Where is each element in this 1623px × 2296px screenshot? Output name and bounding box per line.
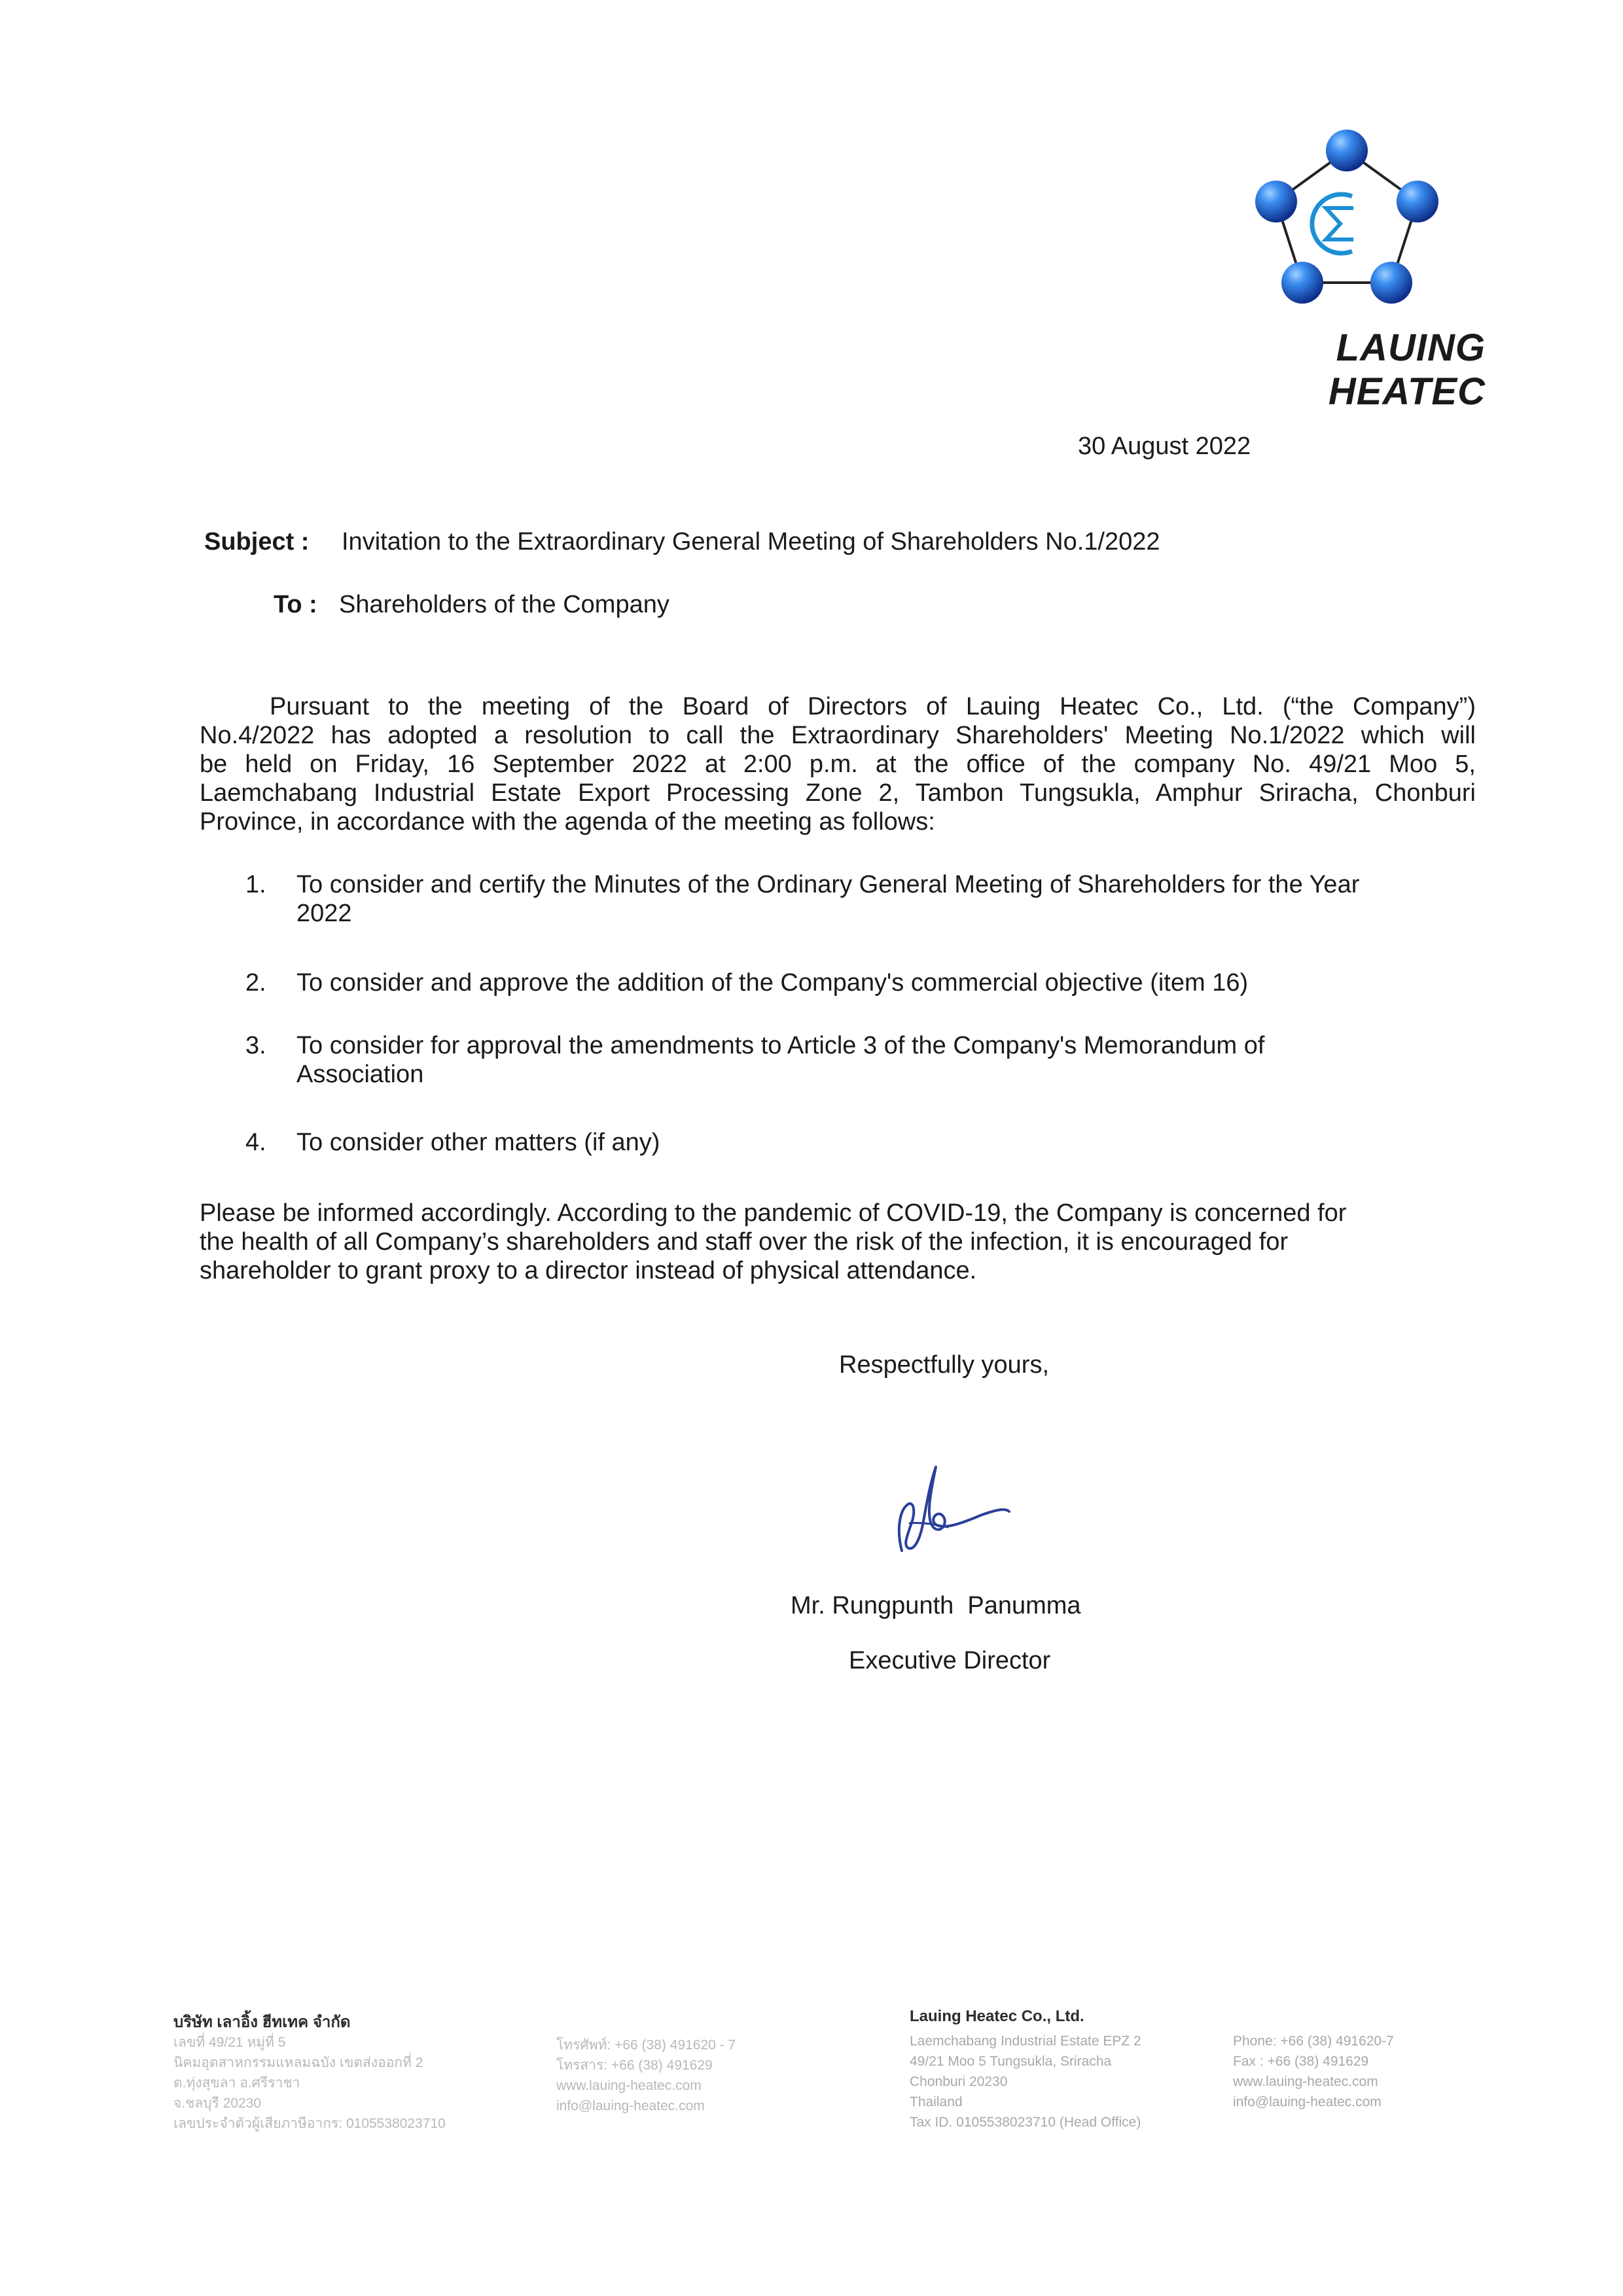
agenda-number: 2. bbox=[245, 969, 266, 997]
footer-line: Chonburi 20230 bbox=[910, 2074, 1008, 2089]
paragraph-line: Province, in accordance with the agenda of the meeting as follows: bbox=[200, 808, 935, 836]
footer-line: เลขประจำตัวผู้เสียภาษีอากร: 0105538023710 bbox=[173, 2116, 446, 2131]
valediction: Respectfully yours, bbox=[839, 1351, 1050, 1379]
agenda-number: 4. bbox=[245, 1129, 266, 1156]
footer-line: จ.ชลบุรี 20230 bbox=[173, 2096, 262, 2111]
agenda-item-line: To consider other matters (if any) bbox=[296, 1129, 660, 1156]
agenda-item bbox=[296, 870, 1474, 928]
agenda-number: 3. bbox=[245, 1032, 266, 1059]
footer-line: โทรสาร: +66 (38) 491629 bbox=[556, 2058, 713, 2073]
agenda-item-line: To consider and certify the Minutes of the Ordinary General Meeting of Shareholders for the Year bbox=[296, 871, 1360, 898]
footer-website-link[interactable]: www.lauing-heatec.com bbox=[1233, 2074, 1378, 2089]
footer-company-name-thai: บริษัท เลาอิ้ง ฮีทเทค จำกัด bbox=[173, 2013, 351, 2031]
footer-line: Phone: +66 (38) 491620-7 bbox=[1233, 2034, 1394, 2049]
signer-title: Executive Director bbox=[849, 1647, 1051, 1674]
agenda-item-line: 2022 bbox=[296, 900, 352, 927]
footer-line: 49/21 Moo 5 Tungsukla, Sriracha bbox=[910, 2054, 1112, 2069]
logo-sphere bbox=[1255, 181, 1297, 222]
footer-line: โทรศัพท์: +66 (38) 491620 - 7 bbox=[556, 2038, 736, 2053]
footer-address-english bbox=[910, 2031, 1141, 2132]
sigma-mark bbox=[1312, 194, 1353, 253]
agenda-item-line: To consider and approve the addition of the Company's commercial objective (item 16) bbox=[296, 969, 1249, 997]
agenda-number: 1. bbox=[245, 871, 266, 898]
closing-paragraph bbox=[200, 1199, 1482, 1285]
closing-line: the health of all Company’s shareholders and staff over the risk of the infection, it is encouraged for bbox=[200, 1228, 1289, 1256]
paragraph-line: Pursuant to the meeting of the Board of Directors of Lauing Heatec Co., Ltd. (“the Company”) bbox=[270, 693, 1476, 720]
paragraph-line: No.4/2022 has adopted a resolution to call the Extraordinary Shareholders' Meeting No.1/2022 which will bbox=[200, 722, 1476, 749]
logo-sphere bbox=[1326, 130, 1368, 171]
letter-date: 30 August 2022 bbox=[1078, 433, 1251, 460]
company-logo-icon bbox=[1242, 124, 1452, 321]
recipient-text: Shareholders of the Company bbox=[339, 591, 669, 618]
footer-line: ต.ทุ่งสุขลา อ.ศรีราชา bbox=[173, 2075, 300, 2091]
footer-line: เลขที่ 49/21 หมู่ที่ 5 bbox=[173, 2035, 286, 2050]
company-logo-text: LAUING HEATEC bbox=[1328, 327, 1486, 413]
agenda-item bbox=[296, 968, 1474, 997]
recipient-label: To : bbox=[274, 591, 317, 618]
closing-line: Please be informed accordingly. According to the pandemic of COVID-19, the Company is concerned for bbox=[200, 1199, 1347, 1227]
footer-email-link[interactable]: info@lauing-heatec.com bbox=[1233, 2094, 1382, 2110]
footer-line: Tax ID. 0105538023710 (Head Office) bbox=[910, 2115, 1141, 2130]
intro-paragraph bbox=[200, 692, 1476, 836]
closing-line: shareholder to grant proxy to a director instead of physical attendance. bbox=[200, 1257, 977, 1284]
logo-sphere bbox=[1281, 262, 1323, 304]
agenda-item-line: To consider for approval the amendments to Article 3 of the Company's Memorandum of bbox=[296, 1032, 1265, 1059]
footer-line: Fax : +66 (38) 491629 bbox=[1233, 2054, 1369, 2069]
signature-icon bbox=[870, 1459, 1027, 1557]
footer-line: Laemchabang Industrial Estate EPZ 2 bbox=[910, 2034, 1141, 2049]
logo-sphere bbox=[1397, 181, 1438, 222]
footer-company-name-english: Lauing Heatec Co., Ltd. bbox=[910, 2007, 1084, 2025]
agenda-item bbox=[296, 1031, 1474, 1089]
footer-email-link[interactable]: info@lauing-heatec.com bbox=[556, 2098, 705, 2113]
footer-address-thai bbox=[173, 2032, 446, 2134]
paragraph-line: Laemchabang Industrial Estate Export Processing Zone 2, Tambon Tungsukla, Amphur Sriracha, Chonburi bbox=[200, 779, 1476, 807]
footer-website-link[interactable]: www.lauing-heatec.com bbox=[556, 2078, 702, 2093]
logo-sphere bbox=[1370, 262, 1412, 304]
footer-contact-thai bbox=[556, 2035, 736, 2116]
signer-name: Mr. Rungpunth Panumma bbox=[791, 1592, 1081, 1619]
subject-text: Invitation to the Extraordinary General Meeting of Shareholders No.1/2022 bbox=[342, 528, 1160, 556]
footer-contact-english bbox=[1233, 2031, 1394, 2112]
agenda-item-line: Association bbox=[296, 1061, 424, 1088]
paragraph-line: be held on Friday, 16 September 2022 at 2:00 p.m. at the office of the company No. 49/21 Moo 5, bbox=[200, 751, 1476, 778]
subject-label: Subject : bbox=[204, 528, 310, 556]
footer-line: นิคมอุตสาหกรรมแหลมฉบัง เขตส่งออกที่ 2 bbox=[173, 2055, 423, 2070]
agenda-item bbox=[296, 1128, 1474, 1157]
footer-line: Thailand bbox=[910, 2094, 963, 2110]
